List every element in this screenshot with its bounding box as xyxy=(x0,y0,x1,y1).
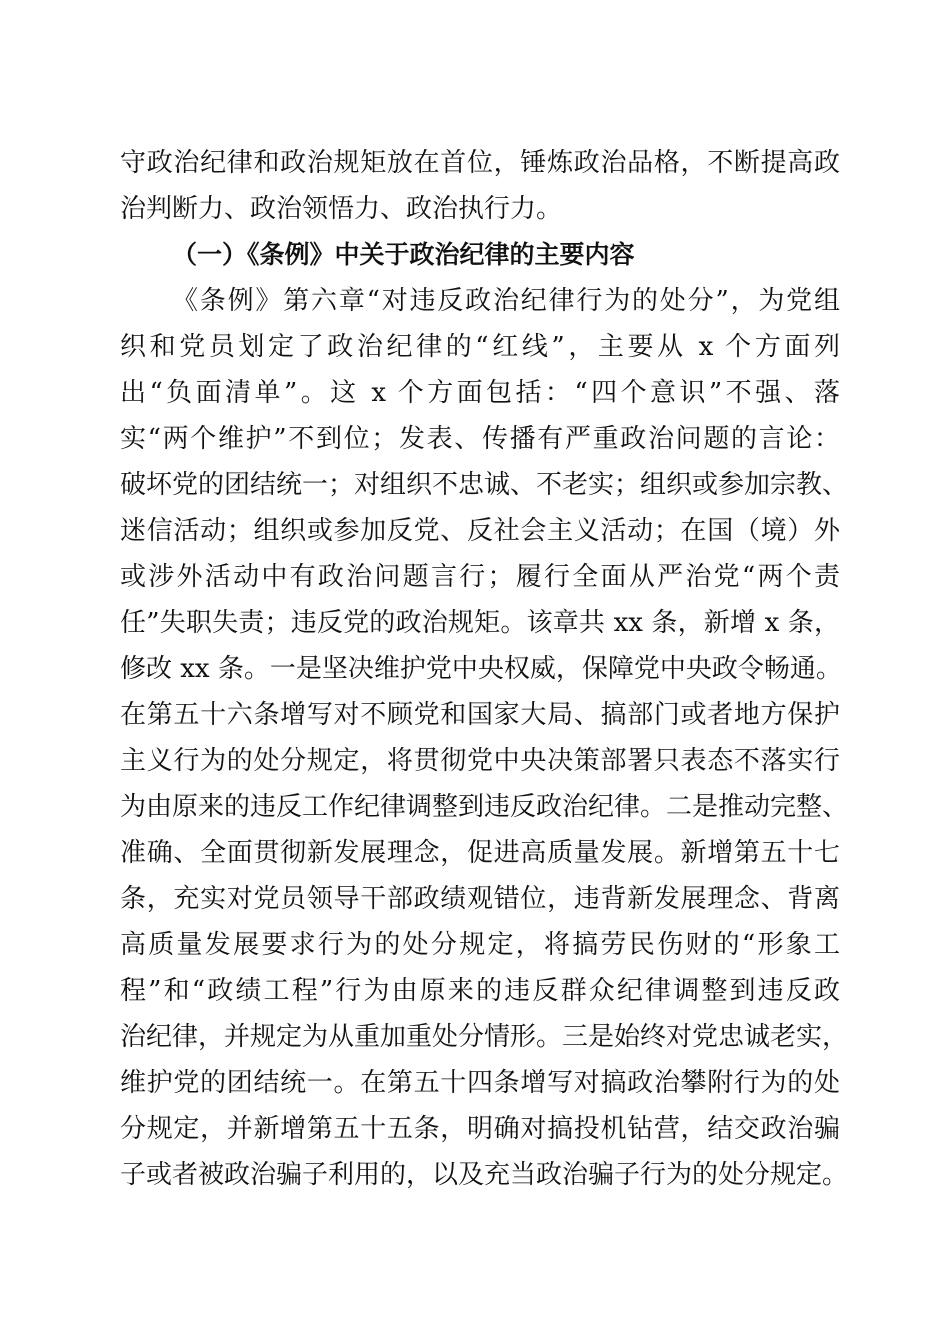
paragraph-line: 织和党员划定了政治纪律的“红线”，主要从 x 个方面列 xyxy=(120,332,840,362)
paragraph-line: 任”失职失责；违反党的政治规矩。该章共 xx 条，新增 x 条， xyxy=(120,608,840,638)
paragraph-line: 迷信活动；组织或参加反党、反社会主义活动；在国（境）外 xyxy=(120,516,840,546)
paragraph-line: 修改 xx 条。一是坚决维护党中央权威，保障党中央政令畅通。 xyxy=(120,654,842,684)
paragraph-line: 分规定，并新增第五十五条，明确对搞投机钻营，结交政治骗 xyxy=(120,1114,840,1144)
intro-line: 守政治纪律和政治规矩放在首位，锤炼政治品格，不断提高政 xyxy=(120,148,840,178)
paragraph-line: 主义行为的处分规定，将贯彻党中央决策部署只表态不落实行 xyxy=(120,746,840,776)
intro-line: 治判断力、政治领悟力、政治执行力。 xyxy=(120,194,563,224)
paragraph-line: 条，充实对党员领导干部政绩观错位，违背新发展理念、背离 xyxy=(120,884,840,914)
paragraph-line: 高质量发展要求行为的处分规定，将搞劳民伤财的“形象工 xyxy=(120,930,840,960)
paragraph-first-line: 《条例》第六章“对违反政治纪律行为的处分”，为党组 xyxy=(172,286,840,316)
paragraph-line: 破坏党的团结统一；对组织不忠诚、不老实；组织或参加宗教、 xyxy=(120,470,849,500)
paragraph-line: 实“两个维护”不到位；发表、传播有严重政治问题的言论： xyxy=(120,424,840,454)
section-heading: （一）《条例》中关于政治纪律的主要内容 xyxy=(172,240,635,269)
paragraph-line: 治纪律，并规定为从重加重处分情形。三是始终对党忠诚老实， xyxy=(120,1022,849,1052)
paragraph-line: 为由原来的违反工作纪律调整到违反政治纪律。二是推动完整、 xyxy=(120,792,849,822)
paragraph-line: 维护党的团结统一。在第五十四条增写对搞政治攀附行为的处 xyxy=(120,1068,840,1098)
paragraph-line: 在第五十六条增写对不顾党和国家大局、搞部门或者地方保护 xyxy=(120,700,840,730)
paragraph-line: 程”和“政绩工程”行为由原来的违反群众纪律调整到违反政 xyxy=(120,976,840,1006)
paragraph-line: 或涉外活动中有政治问题言行；履行全面从严治党“两个责 xyxy=(120,562,840,592)
paragraph-line: 子或者被政治骗子利用的，以及充当政治骗子行为的处分规定。 xyxy=(120,1160,849,1190)
paragraph-line: 准确、全面贯彻新发展理念，促进高质量发展。新增第五十七 xyxy=(120,838,840,868)
paragraph-line: 出“负面清单”。这 x 个方面包括：“四个意识”不强、落 xyxy=(120,378,840,408)
